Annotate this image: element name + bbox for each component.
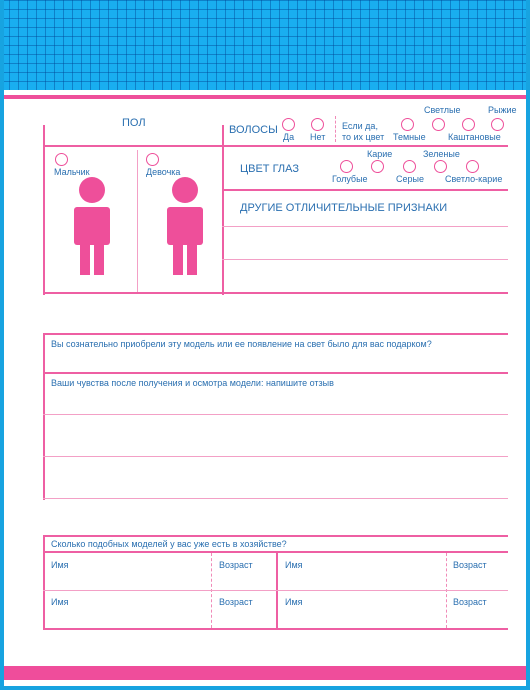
row-line	[43, 145, 508, 147]
section-left-border	[43, 125, 45, 295]
row-line	[43, 590, 508, 591]
hair-if-yes-line2: то их цвет	[342, 132, 385, 142]
hair-red-label: Рыжие	[488, 105, 517, 115]
hair-dark-label: Темные	[393, 132, 426, 142]
section-left-border	[43, 535, 45, 630]
eyes-blue-checkbox[interactable]	[340, 160, 353, 173]
feelings-answer-field[interactable]	[45, 392, 508, 498]
row-line	[43, 498, 508, 499]
eyes-light-brown-checkbox[interactable]	[466, 160, 479, 173]
boy-checkbox[interactable]	[55, 153, 68, 166]
model-2-age-label: Возраст	[453, 560, 487, 570]
eyes-green-label: Зеленые	[423, 149, 460, 159]
model-2-name-label: Имя	[285, 560, 303, 570]
footer-band	[4, 666, 526, 680]
feelings-question: Ваши чувства после получения и осмотра модели: напишите отзыв	[51, 378, 334, 388]
hair-if-yes-line1: Если да,	[342, 121, 378, 131]
eyes-brown-label: Карие	[367, 149, 393, 159]
eyes-green-checkbox[interactable]	[434, 160, 447, 173]
model-1-name-label: Имя	[51, 560, 69, 570]
header-divider	[4, 95, 526, 99]
row-line	[222, 226, 508, 227]
boy-figure-icon	[71, 177, 113, 277]
eyes-title: ЦВЕТ ГЛАЗ	[240, 163, 300, 175]
eyes-blue-label: Голубые	[332, 174, 368, 184]
row-line	[222, 189, 508, 191]
eyes-grey-checkbox[interactable]	[403, 160, 416, 173]
hair-light-label: Светлые	[424, 105, 461, 115]
model-3-age-label: Возраст	[219, 597, 253, 607]
model-1-age-label: Возраст	[219, 560, 253, 570]
row-line	[43, 456, 508, 457]
hair-no-label: Нет	[310, 132, 326, 142]
header-grid-pattern	[0, 0, 530, 90]
row-line	[43, 333, 508, 335]
models-question: Сколько подобных моделей у вас уже есть в хозяйстве?	[51, 539, 287, 549]
girl-checkbox[interactable]	[146, 153, 159, 166]
model-4-age-label: Возраст	[453, 597, 487, 607]
right-border	[526, 0, 530, 690]
hair-dashed-divider	[335, 116, 336, 142]
hair-red-checkbox[interactable]	[491, 118, 504, 131]
girl-label: Девочка	[146, 167, 181, 177]
gender-title: ПОЛ	[122, 117, 146, 129]
hair-no-checkbox[interactable]	[311, 118, 324, 131]
hair-light-checkbox[interactable]	[432, 118, 445, 131]
hair-yes-checkbox[interactable]	[282, 118, 295, 131]
hair-dark-checkbox[interactable]	[401, 118, 414, 131]
eyes-grey-label: Серые	[396, 174, 424, 184]
row-line	[43, 372, 508, 374]
row-line	[43, 414, 508, 415]
bottom-border	[0, 686, 530, 690]
hair-yes-label: Да	[283, 132, 295, 142]
other-marks-title: ДРУГИЕ ОТЛИЧИТЕЛЬНЫЕ ПРИЗНАКИ	[240, 202, 448, 214]
row-line	[43, 535, 508, 537]
gift-answer-field[interactable]	[45, 352, 508, 372]
girl-figure-icon	[164, 177, 206, 277]
row-line	[43, 292, 508, 294]
eyes-brown-checkbox[interactable]	[371, 160, 384, 173]
boy-label: Мальчик	[54, 167, 90, 177]
model-4-name-label: Имя	[285, 597, 303, 607]
hair-chestnut-checkbox[interactable]	[462, 118, 475, 131]
left-border	[0, 0, 4, 690]
eyes-light-brown-label: Светло-карие	[445, 174, 503, 184]
hair-chestnut-label: Каштановые	[448, 132, 501, 142]
gift-question: Вы сознательно приобрели эту модель или ее появление на свет было для вас подарком?	[51, 339, 432, 349]
row-line	[43, 628, 508, 630]
model-3-name-label: Имя	[51, 597, 69, 607]
gender-divider	[137, 150, 138, 293]
other-marks-field[interactable]	[224, 228, 508, 290]
hair-title: ВОЛОСЫ	[229, 124, 278, 136]
